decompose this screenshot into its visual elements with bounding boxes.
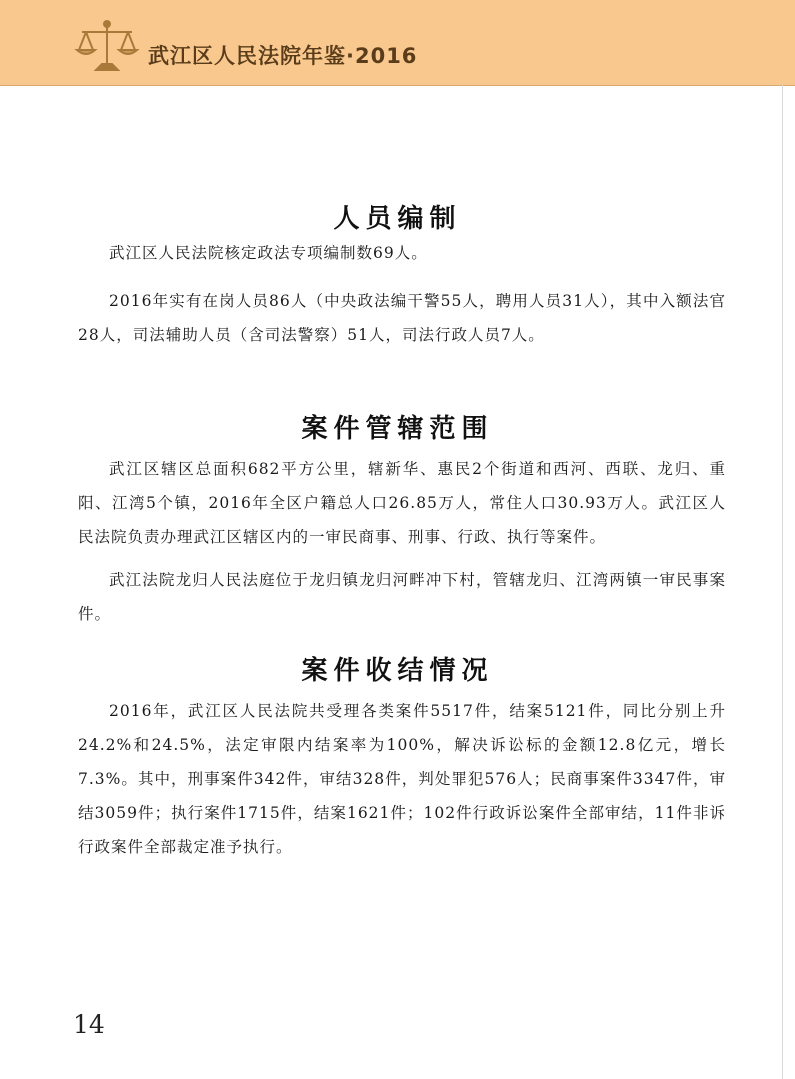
page-header	[0, 0, 795, 86]
paragraph: 武江区人民法院核定政法专项编制数69人。	[109, 244, 428, 262]
header-title: 武江区人民法院年鉴·2016	[148, 44, 418, 68]
section-title-staffing: 人员编制	[333, 204, 462, 234]
page-number: 14	[73, 1010, 105, 1039]
section-title-case-stats: 案件收结情况	[301, 656, 494, 686]
section-title-jurisdiction: 案件管辖范围	[301, 414, 494, 444]
paragraph: 武江区辖区总面积682平方公里，辖新华、惠民2个街道和西河、西联、龙归、重阳、江湾5个镇，2016年全区户籍总人口26.85万人，常住人口30.93万人。武江区人民法院负责办理武江区辖区内的一审民商事、刑事、行政、执行等案件。	[78, 460, 726, 546]
scales-of-justice-icon	[74, 18, 140, 76]
paragraph: 2016年实有在岗人员86人（中央政法编干警55人，聘用人员31人），其中入额法官28人，司法辅助人员（含司法警察）51人，司法行政人员7人。	[78, 292, 726, 344]
paragraph: 武江法院龙归人民法庭位于龙归镇龙归河畔冲下村，管辖龙归、江湾两镇一审民事案件。	[78, 571, 726, 623]
paragraph: 2016年，武江区人民法院共受理各类案件5517件，结案5121件，同比分别上升24.2%和24.5%，法定审限内结案率为100%，解决诉讼标的金额12.8亿元，增长7.3%。其中，刑事案件342件，审结328件，判处罪犯576人；民商事案件3347件，审结3059件；执行案件1715件，结案1621件；102件行政诉讼案件全部审结，11件非诉行政案件全部裁定准予执行。	[78, 702, 726, 856]
